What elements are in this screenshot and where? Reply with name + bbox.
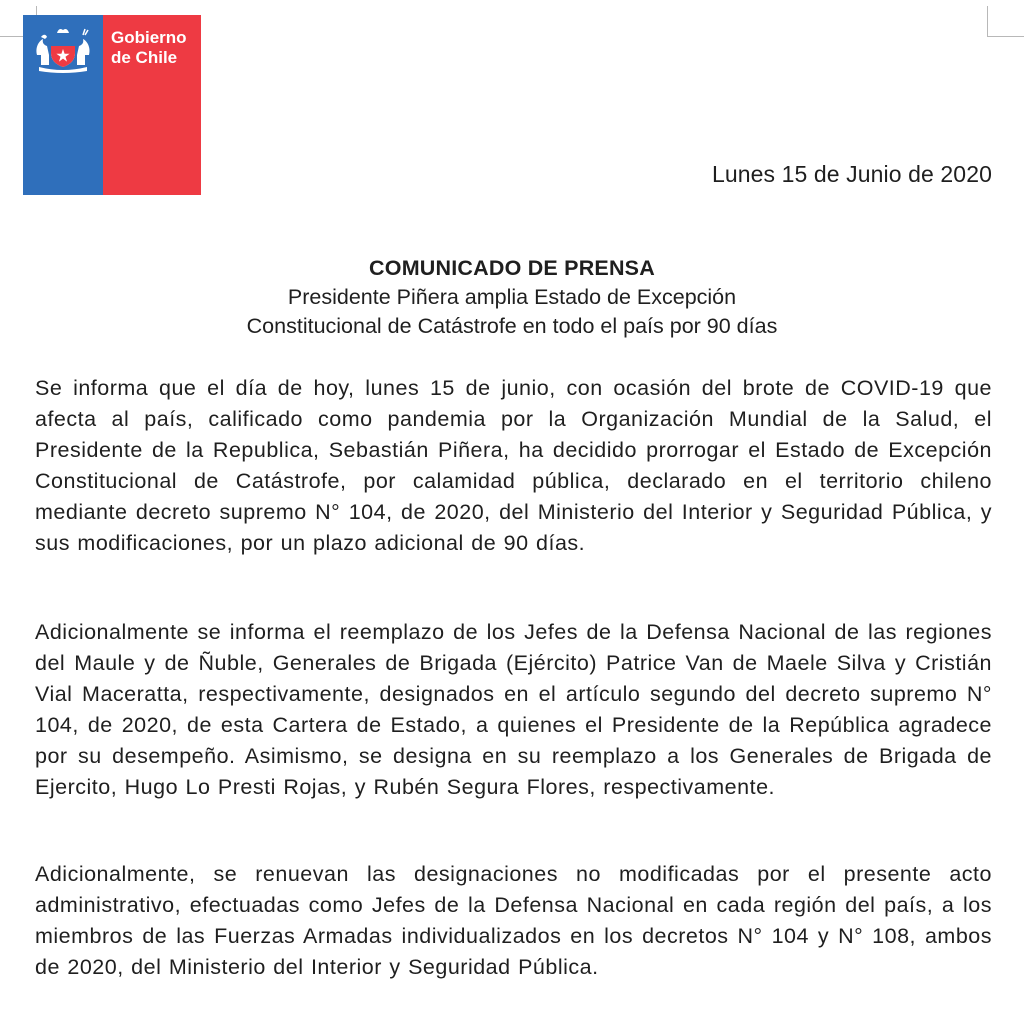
coat-of-arms-icon — [31, 25, 95, 75]
page-title: COMUNICADO DE PRENSA — [369, 256, 655, 280]
body-paragraph-1: Se informa que el día de hoy, lunes 15 de junio, con ocasión del brote de COVID-19 que afecta al país, calificado como pandemia por la Organización Mundial de la Salud, el Presidente de la Republica, Sebastián Piñera, ha decidido prorrogar el Estado de Excepción Constitucional de Catástrofe, por calamidad pública, declarado en el territorio chileno mediante decreto supremo N° 104, de 2020, del Ministerio del Interior y Seguridad Pública, y sus modificaciones, por un plazo adicional de 90 días. — [35, 376, 992, 555]
logo-line-2: de Chile — [111, 48, 178, 67]
page-corner-mark-right — [987, 6, 1024, 37]
logo-red-panel — [103, 15, 201, 195]
logo-blue-panel — [23, 15, 103, 195]
logo-line-1: Gobierno — [111, 28, 187, 47]
body-paragraph-3: Adicionalmente, se renuevan las designaciones no modificadas por el presente acto administrativo, efectuadas como Jefes de la Defensa Nacional en cada región del país, a los miembros de las Fuerzas Armadas individualizados en los decretos N° 104 y N° 108, ambos de 2020, del Ministerio del Interior y Seguridad Pública. — [35, 862, 992, 979]
subtitle-line-2: Constitucional de Catástrofe en todo el país por 90 días — [246, 314, 778, 338]
document-date: Lunes 15 de Junio de 2020 — [711, 161, 992, 187]
gobierno-de-chile-logo — [23, 15, 201, 195]
subtitle-line-1: Presidente Piñera amplia Estado de Excepción — [287, 285, 737, 309]
press-release-heading — [0, 254, 1024, 341]
logo-wordmark — [111, 28, 187, 68]
body-paragraph-2: Adicionalmente se informa el reemplazo de los Jefes de la Defensa Nacional de las regiones del Maule y de Ñuble, Generales de Brigada (Ejército) Patrice Van de Maele Silva y Cristián Vial Maceratta, respectivamente, designados en el artículo segundo del decreto supremo N° 104, de 2020, de esta Cartera de Estado, a quienes el Presidente de la República agradece por su desempeño. Asimismo, se designa en su reemplazo a los Generales de Brigada de Ejercito, Hugo Lo Presti Rojas, y Rubén Segura Flores, respectivamente. — [35, 620, 992, 799]
